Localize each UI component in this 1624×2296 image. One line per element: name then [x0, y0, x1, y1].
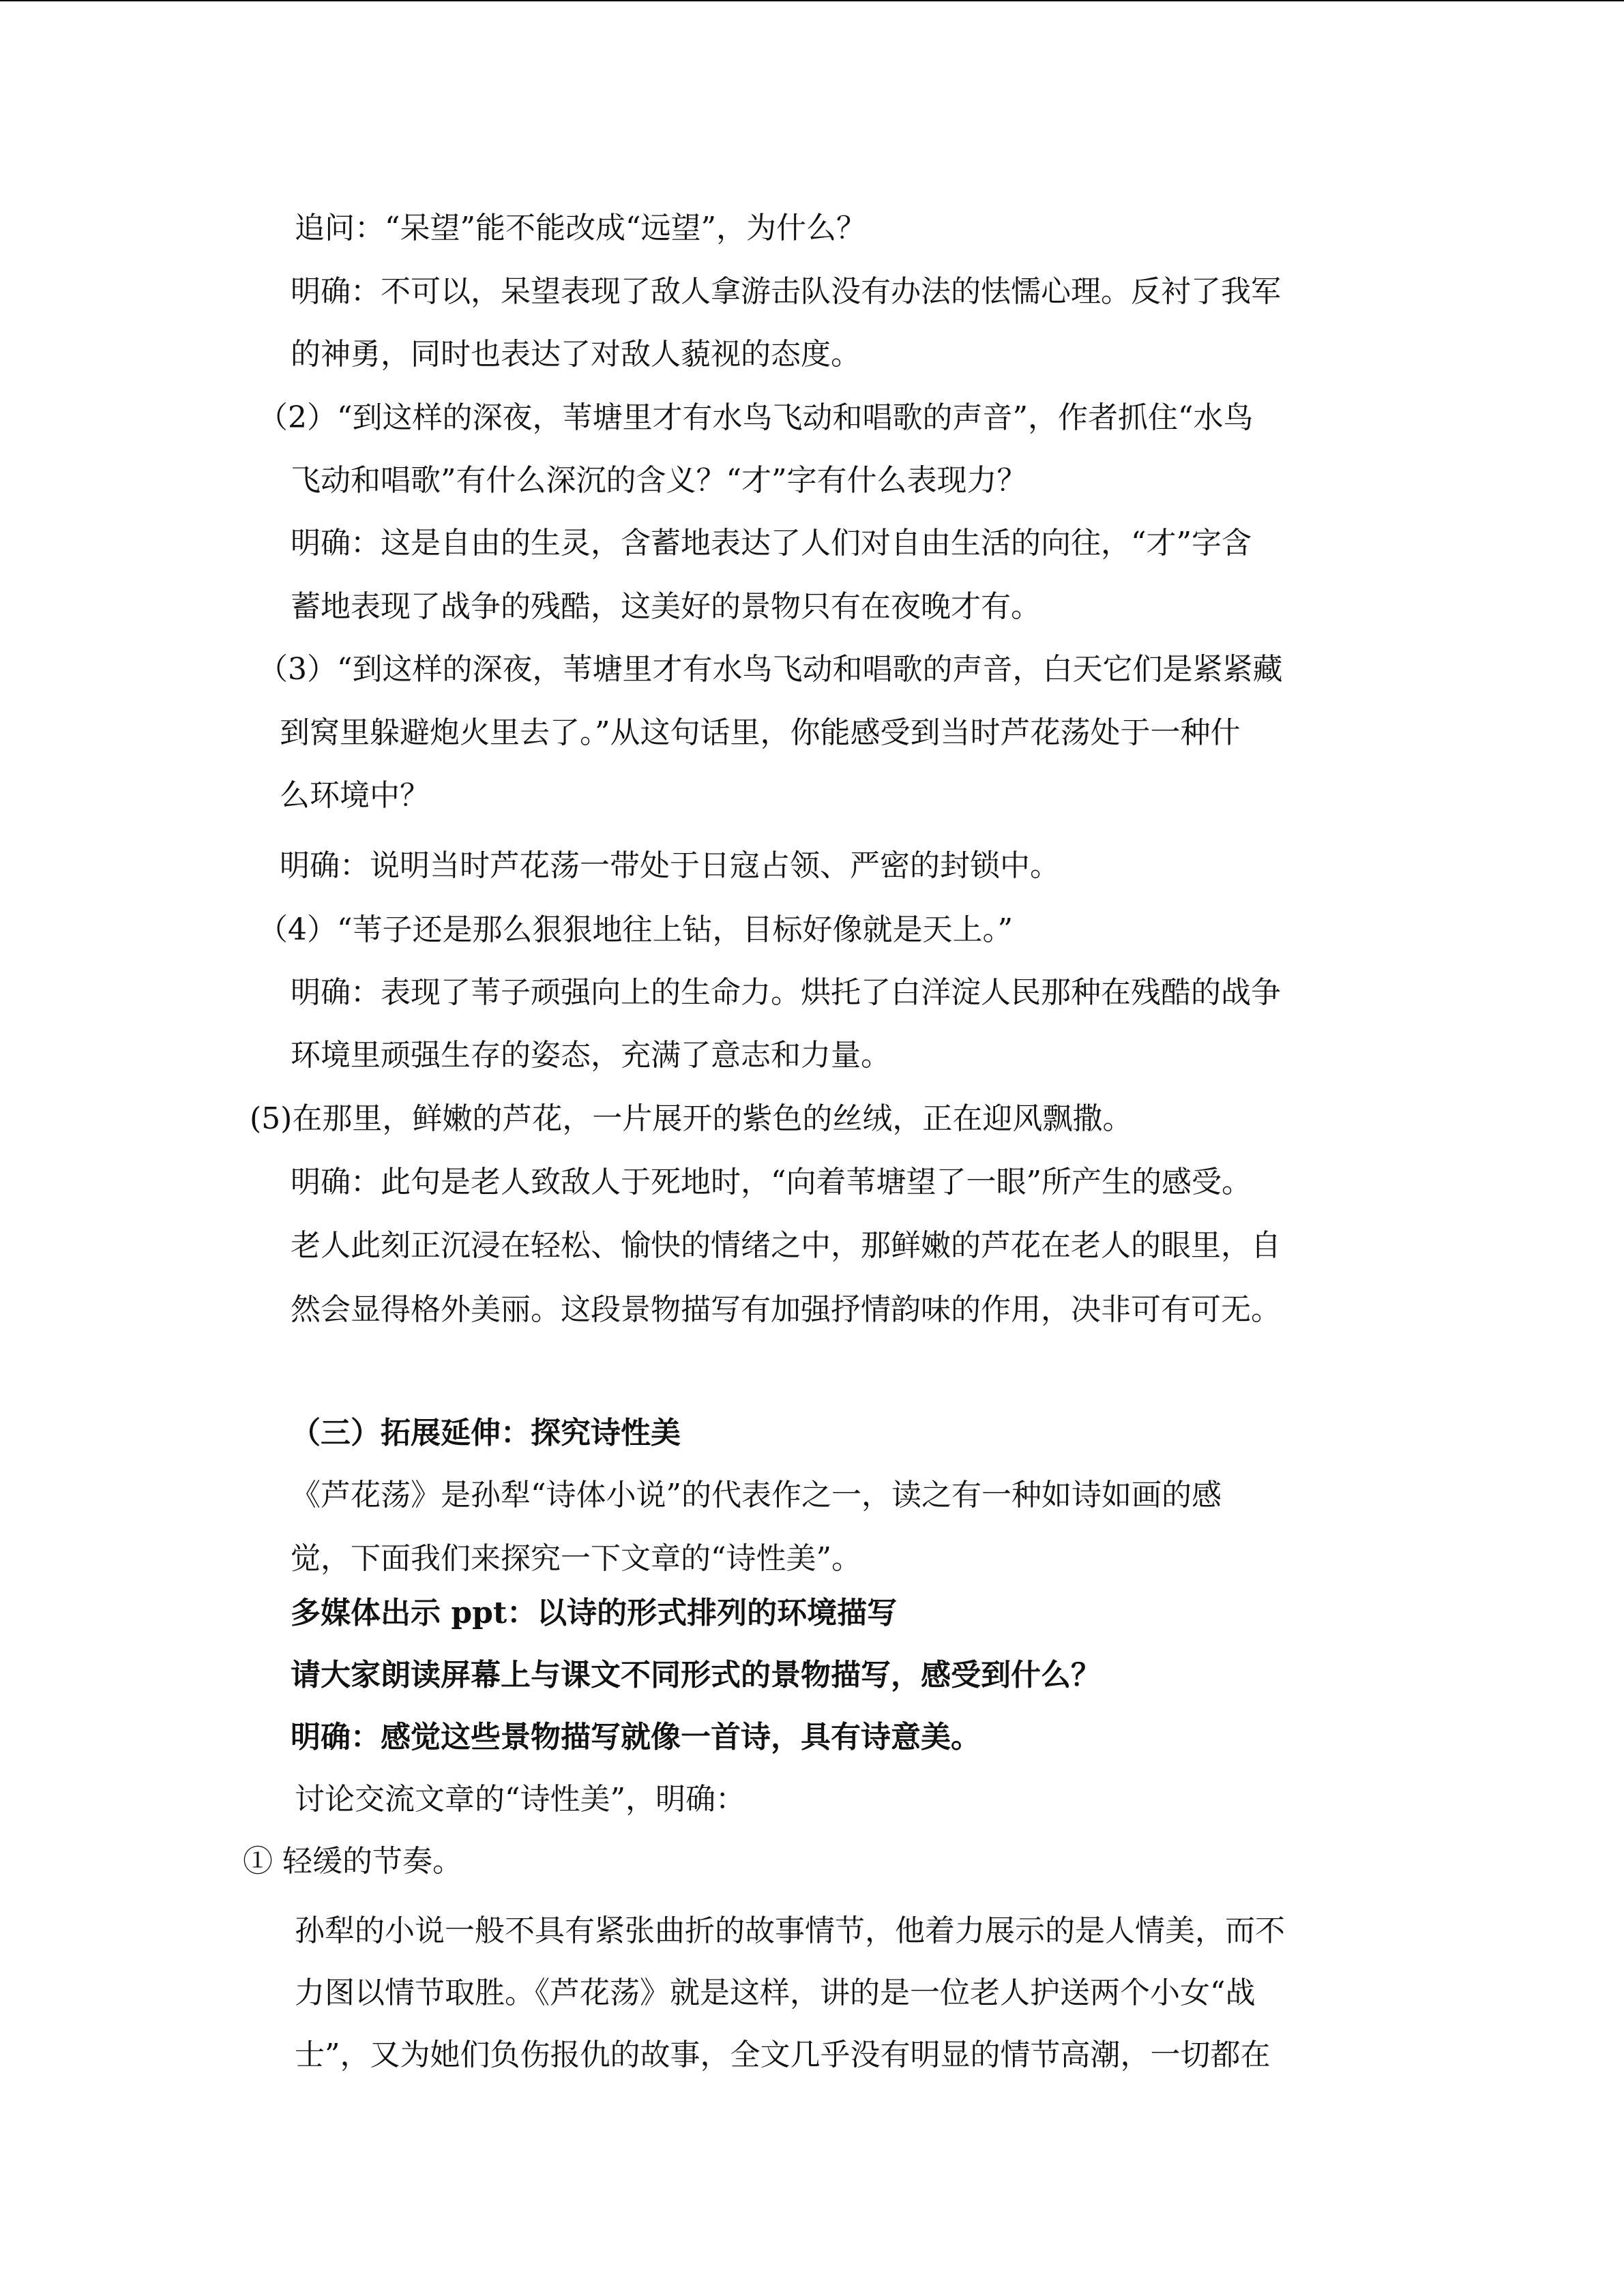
- paragraph-line: 士”，又为她们负伤报仇的故事，全文几乎没有明显的情节高潮，一切都在: [295, 2038, 1271, 2072]
- answer-line: 的神勇，同时也表达了对敌人藐视的态度。: [291, 337, 861, 372]
- item-2-line: （2）“到这样的深夜，苇塘里才有水鸟飞动和唱歌的声音”，作者抓住“水鸟: [258, 400, 1254, 435]
- list-item-heading: ① 轻缓的节奏。: [243, 1844, 462, 1879]
- discussion-line: 讨论交流文章的“诗性美”，明确：: [295, 1782, 745, 1817]
- paragraph-line: 力图以情节取胜。《芦花荡》就是这样，讲的是一位老人护送两个小女“战: [295, 1976, 1256, 2010]
- item-3-line: 么环境中？: [280, 778, 430, 813]
- answer-line: 然会显得格外美丽。这段景物描写有加强抒情韵味的作用，决非可有可无。: [291, 1292, 1281, 1327]
- answer-line: 明确：这是自由的生灵，含蓄地表达了人们对自由生活的向往，“才”字含: [291, 526, 1252, 561]
- answer-line: 明确：此句是老人致敌人于死地时，“向着苇塘望了一眼”所产生的感受。: [291, 1165, 1252, 1199]
- item-3-line: （3）“到这样的深夜，苇塘里才有水鸟飞动和唱歌的声音，白天它们是紧紧藏: [258, 652, 1283, 687]
- answer-line: 明确：不可以，呆望表现了敌人拿游击队没有办法的怯懦心理。反衬了我军: [291, 274, 1281, 309]
- item-4-line: （4）“苇子还是那么狠狠地往上钻，目标好像就是天上。”: [258, 912, 1013, 947]
- ppt-instruction: 多媒体出示 ppt：以诗的形式排列的环境描写: [291, 1596, 898, 1630]
- item-3-line: 到窝里躲避炮火里去了。”从这句话里，你能感受到当时芦花荡处于一种什: [280, 715, 1241, 750]
- answer-line: 明确：感觉这些景物描写就像一首诗，具有诗意美。: [291, 1720, 981, 1755]
- item-2-line: 飞动和唱歌”有什么深沉的含义？“才”字有什么表现力？: [291, 463, 1027, 498]
- answer-line: 老人此刻正沉浸在轻松、愉快的情绪之中，那鲜嫩的芦花在老人的眼里，自: [291, 1228, 1281, 1263]
- question-line: 追问：“呆望”能不能改成“远望”，为什么？: [295, 211, 866, 245]
- reading-prompt: 请大家朗读屏幕上与课文不同形式的景物描写，感受到什么？: [291, 1658, 1101, 1693]
- section-heading: （三）拓展延伸：探究诗性美: [291, 1416, 681, 1450]
- answer-line: 蓄地表现了战争的残酷，这美好的景物只有在夜晚才有。: [291, 589, 1041, 624]
- answer-line: 环境里顽强生存的姿态，充满了意志和力量。: [291, 1038, 891, 1073]
- answer-line: 明确：表现了苇子顽强向上的生命力。烘托了白洋淀人民那种在残酷的战争: [291, 975, 1281, 1010]
- item-5-line: (5)在那里，鲜嫩的芦花，一片展开的紫色的丝绒，正在迎风飘撒。: [250, 1101, 1133, 1136]
- answer-line: 明确：说明当时芦花荡一带处于日寇占领、严密的封锁中。: [280, 848, 1060, 883]
- paragraph-line: 孙犁的小说一般不具有紧张曲折的故事情节，他着力展示的是人情美，而不: [295, 1913, 1285, 1948]
- paragraph-line: 觉，下面我们来探究一下文章的“诗性美”。: [291, 1541, 861, 1576]
- paragraph-line: 《芦花荡》是孙犁“诗体小说”的代表作之一，读之有一种如诗如画的感: [291, 1478, 1222, 1512]
- top-border-rule: [0, 0, 1624, 1]
